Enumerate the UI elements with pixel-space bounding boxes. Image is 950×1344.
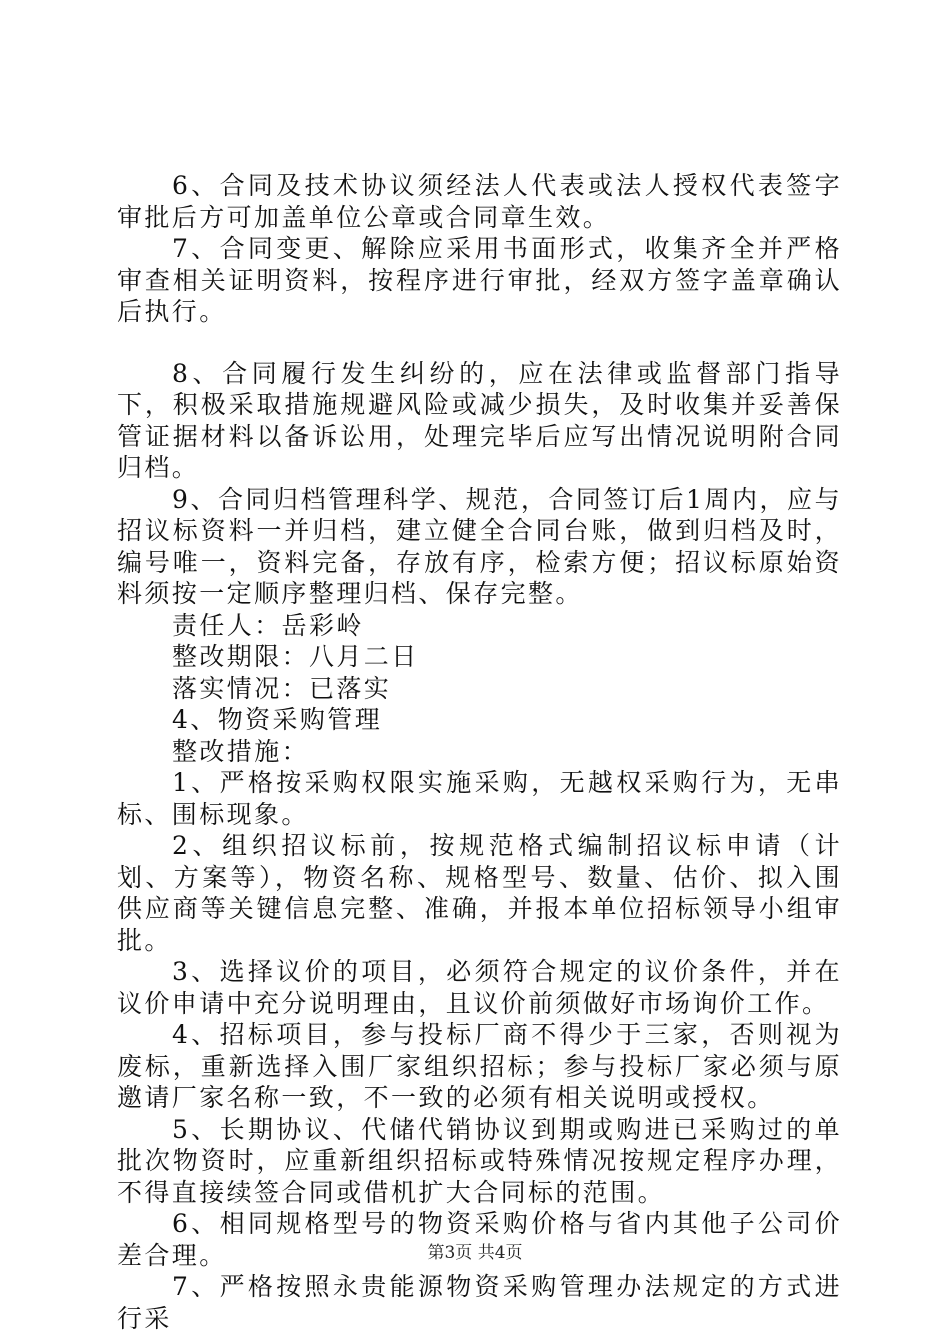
measure-item-4: 4、招标项目，参与投标厂商不得少于三家，否则视为废标，重新选择入围厂家组织招标；参与投标厂家必须与原邀请厂家名称一致，不一致的必须有相关说明或授权。 [117, 1020, 842, 1112]
rectification-deadline: 整改期限：八月二日 [172, 642, 419, 671]
paragraph-contract-change: 7、合同变更、解除应采用书面形式，收集齐全并严格审查相关证明资料，按程序进行审批，经双方签字盖章确认后执行。 [117, 234, 842, 326]
measure-item-2: 2、组织招议标前，按规范格式编制招议标申请（计划、方案等），物资名称、规格型号、数量、估价、拟入围供应商等关键信息完整、准确，并报本单位招标领导小组审批。 [117, 831, 842, 955]
measure-item-6: 6、相同规格型号的物资采购价格与省内其他子公司价差合理。 [117, 1209, 842, 1270]
document-body [117, 170, 842, 1334]
rectification-measures-label: 整改措施： [172, 736, 310, 766]
implementation-status: 落实情况：已落实 [172, 673, 392, 703]
paragraph-contract-approval: 6、合同及技术协议须经法人代表或法人授权代表签字审批后方可加盖单位公章或合同章生效。 [117, 171, 842, 232]
paragraph-contract-dispute: 8、合同履行发生纠纷的，应在法律或监督部门指导下，积极采取措施规避风险或减少损失，及时收集并妥善保管证据材料以备诉讼用，处理完毕后应写出情况说明附合同归档。 [117, 358, 842, 482]
paragraph-contract-archiving: 9、合同归档管理科学、规范，合同签订后1周内，应与招议标资料一并归档，建立健全合同台账，做到归档及时，编号唯一，资料完备，存放有序，检索方便；招议标原始资料须按一定顺序整理归档、保存完整。 [117, 484, 842, 608]
measure-item-3: 3、选择议价的项目，必须符合规定的议价条件，并在议价申请中充分说明理由，且议价前须做好市场询价工作。 [117, 957, 842, 1018]
measure-item-1: 1、严格按采购权限实施采购，无越权采购行为，无串标、围标现象。 [117, 768, 842, 829]
measure-item-7: 7、严格按照永贵能源物资采购管理办法规定的方式进行采 [117, 1272, 842, 1333]
section-heading-procurement: 4、物资采购管理 [172, 705, 383, 734]
page-number-footer: 第3页 共4页 [427, 1243, 523, 1263]
responsible-person: 责任人：岳彩岭 [172, 610, 364, 640]
measure-item-5: 5、长期协议、代储代销协议到期或购进已采购过的单批次物资时，应重新组织招标或特殊情况按规定程序办理，不得直接续签合同或借机扩大合同标的范围。 [117, 1114, 842, 1207]
